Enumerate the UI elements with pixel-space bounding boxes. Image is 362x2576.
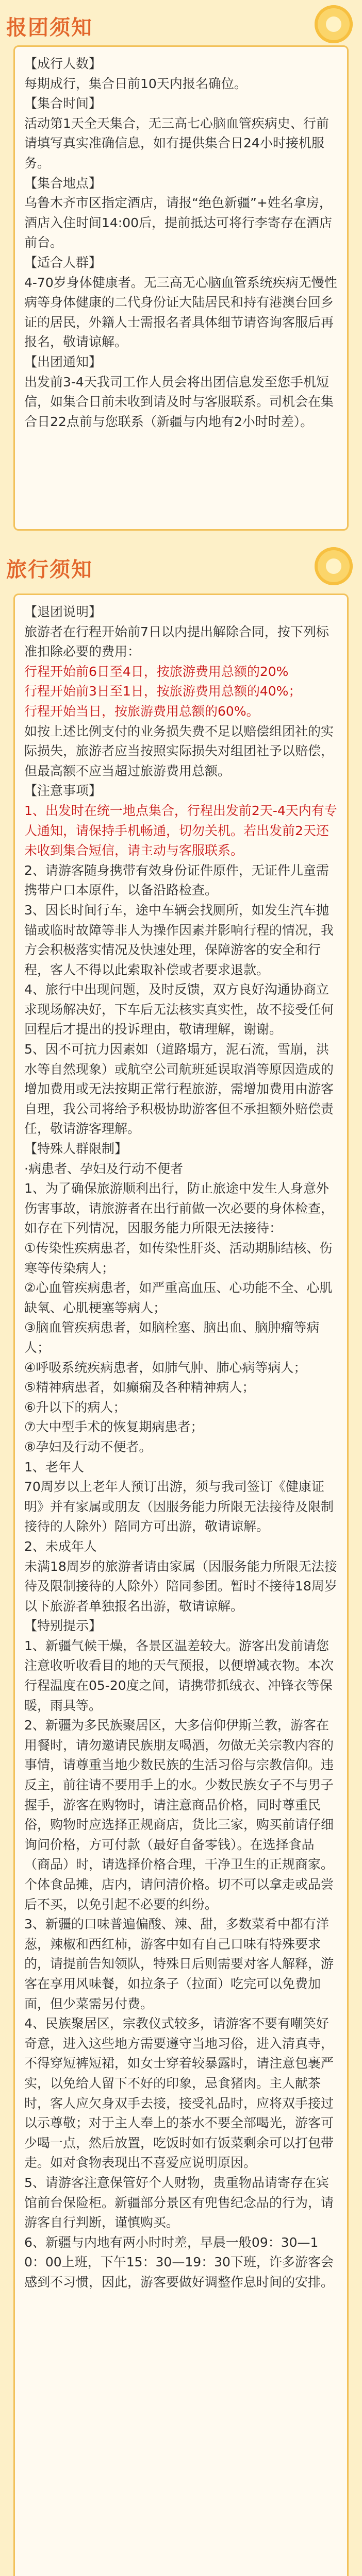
paragraph: 行程开始前6日至4日，按旅游费用总额的20% (24, 664, 289, 679)
paragraph: 1、老年人 (24, 1459, 84, 1475)
paragraph: 【适合人群】 (24, 255, 102, 270)
travel-card (13, 594, 349, 2576)
paragraph: 2、新疆为多民族聚居区，大多信仰伊斯兰教，游客在用餐时，请勿邀请民族朋友喝酒，勿做无关宗教内容的事情，请尊重当地少数民族的生活习俗与宗教信仰。违反主，前往请不要用手上的水。少数民族女子不与男子握手，游客在购物时，请注意商品价格，同时尊重民俗，购物时应选择正规商店，货比三家，购买前请仔细询问价格，方可付款（最好自备零钱）。在选择食品（商品）时，请选择价格合理，干净卫生的正规商家。个体食品摊，店内，请问清价格。切不可以拿走或品尝后不买，以免引起不必要的纠纷。 (24, 1718, 334, 1912)
paragraph: 【成行人数】 (24, 56, 102, 71)
paragraph: 【特殊人群限制】 (24, 1141, 128, 1157)
paragraph: 出发前3-4天我司工作人员会将出团信息发至您手机短信，如集合日前未收到请及时与客服联系。司机会在集合日22点前与您联系（新疆与内地有2小时时差）。 (24, 374, 334, 429)
paragraph: ·病患者、孕妇及行动不便者 (24, 1161, 183, 1176)
paragraph: 旅游者在行程开始前7日以内提出解除合同，按下列标准扣除必要的费用： (24, 624, 329, 659)
paragraph: 1、出发时在统一地点集合，行程出发前2天-4天内有专人通知，请保持手机畅通，切勿关机。若出发前2天还未收到集合短信，请主动与客服联系。 (24, 803, 337, 858)
paragraph: 5、请游客注意保管好个人财物，贵重物品请寄存在宾馆前台保险柜。新疆部分景区有兜售纪念品的行为，请游客自行判断，谨慎购买。 (24, 2175, 334, 2230)
signup-title: 报团须知 (6, 16, 93, 40)
paragraph: 3、因长时间行车，途中车辆会找厕所，如发生汽车抛锚或临时故障等非人为操作因素并影响行程的情况，我方会积极落实情况及快速处理，保障游客的安全和行程，客人不得以此索取补偿或者要求退款。 (24, 902, 334, 977)
paragraph: 【注意事项】 (24, 783, 102, 799)
paragraph: 5、因不可抗力因素如（道路塌方，泥石流，雪崩，洪水等自然现象）或航空公司航班延误取消等原因造成的增加费用或无法按期正常行程旅游，需增加费用由游客自理，我公司将给予积极协助游客但不承担额外赔偿责任，敬请游客理解。 (24, 1042, 334, 1137)
signup-header (0, 0, 362, 49)
paragraph: 未满18周岁的旅游者请由家属（因服务能力所限无法接待及限制接待的人除外）陪同参团。暂时不接待18周岁以下旅游者单独报名出游，敬请谅解。 (24, 1558, 337, 1614)
paragraph: 1、为了确保旅游顺利出行，防止旅途中发生人身意外伤害事故，请旅游者在出行前做一次必要的身体检查，如存在下列情况，因服务能力所限无法接待： (24, 1181, 334, 1236)
paragraph: ⑧孕妇及行动不便者。 (24, 1439, 152, 1454)
paragraph: 活动第1天全天集合，无三高七心脑血管疾病史、行前请填写真实准确信息，如有提供集合日24小时接机服务。 (24, 115, 329, 171)
paragraph: 70周岁以上老年人预订出游，须与我司签订《健康证明》并有家属或朋友（因服务能力所限无法接待及限制接待的人除外）陪同方可出游，敬请谅解。 (24, 1479, 334, 1534)
paragraph: 【退团说明】 (24, 604, 102, 619)
signup-card (13, 45, 349, 531)
paragraph: ⑤精神病患者，如癫痫及各种精神病人； (24, 1380, 255, 1395)
paragraph: 每期成行，集合日前10天内报名确位。 (24, 76, 247, 91)
paragraph: 【集合时间】 (24, 96, 102, 111)
paragraph: 3、新疆的口味普遍偏酸、辣、甜，多数菜肴中都有洋葱，辣椒和西红柿，游客中如有自己口味有特殊要求的，请提前告知领队，特殊日后则需要对客人解释，游客在享用风味餐，如拉条子（拉面）吃完可以免费加面，但少菜需另付费。 (24, 1917, 334, 2011)
paragraph: ①传染性疾病患者，如传染性肝炎、活动期肺结核、伤寒等传染病人； (24, 1241, 333, 1276)
travel-header (0, 542, 362, 591)
paragraph: 1、新疆气候干燥，各景区温差较大。游客出发前请您注意收听收看目的地的天气预报，以便增减衣物。本次行程温度在05-20度之间，请携带抓绒衣、冲锋衣等保暖，雨具等。 (24, 1638, 334, 1713)
paragraph: 2、未成年人 (24, 1538, 97, 1554)
paragraph: ⑦大中型手术的恢复期病患者； (24, 1419, 204, 1435)
travel-section (0, 542, 362, 2290)
signup-section (0, 0, 362, 429)
paragraph: 6、新疆与内地有两小时时差，早晨一般09：30—10：00上班，下午15：30—19：30下班，许多游客会感到不习惯，因此，游客要做好调整作息时间的安排。 (24, 2234, 334, 2290)
travel-title: 旅行须知 (6, 558, 93, 582)
paragraph: 【出团通知】 (24, 354, 102, 369)
paragraph: 如按上述比例支付的业务损失费不足以赔偿组团社的实际损失，旅游者应当按照实际损失对组团社予以赔偿，但最高额不应当超过旅游费用总额。 (24, 723, 334, 778)
paragraph: 4、民族聚居区，宗教仪式较多，请游客不要有嘲笑好奇意，进入这些地方需要遵守当地习俗，进入清真寺，不得穿短裤短裙，如女士穿着较暴露时，请注意包裹严实，以免给人留下不好的印象，忌食猪肉。主人献茶时，客人应欠身双手去接，接受礼品时，应将双手接过以示尊敬；对于主人奉上的茶水不要全部喝光，游客可少喝一点，然后放置，吃饭时如有饭菜剩余可以打包带走。如对食物表现出不喜爱应说明原因。 (24, 2016, 334, 2171)
paragraph: 【特别提示】 (24, 1618, 102, 1634)
paragraph: ⑥升以下的病人； (24, 1399, 126, 1415)
paragraph: ②心血管疾病患者，如严重高血压、心功能不全、心肌缺氧、心肌梗塞等病人； (24, 1280, 333, 1315)
paragraph: 4、旅行中出现问题，及时反馈，双方良好沟通协商立求现场解决好，下车后无法核实真实性，故不接受任何回程后才提出的投诉理由，敬请理解，谢谢。 (24, 982, 334, 1037)
paragraph: ③脑血管疾病患者，如脑栓塞、脑出血、脑肿瘤等病人； (24, 1320, 320, 1355)
paragraph: ④呼吸系统疾病患者，如肺气肿、肺心病等病人； (24, 1360, 307, 1375)
decoration-icon (315, 547, 353, 585)
paragraph: 4-70岁身体健康者。无三高无心脑血管系统疾病无慢性病等身体健康的二代身份证大陆居民和持有港澳台回乡证的居民，外籍人士需报名者具体细节请咨询客服后再报名，敬请谅解。 (24, 275, 337, 350)
paragraph: 2、请游客随身携带有效身份证件原件，无证件儿童需携带户口本原件，以备沿路检查。 (24, 862, 329, 898)
paragraph: 行程开始前3日至1日，按旅游费用总额的40%； (24, 684, 302, 699)
paragraph: 行程开始当日，按旅游费用总额的60%。 (24, 703, 259, 719)
paragraph: 【集合地点】 (24, 175, 102, 191)
paragraph: 乌鲁木齐市区指定酒店，请报“绝色新疆”+姓名拿房，酒店入住时间14:00后，提前抵达可将行李寄存在酒店前台。 (24, 195, 333, 250)
decoration-icon (315, 5, 353, 43)
